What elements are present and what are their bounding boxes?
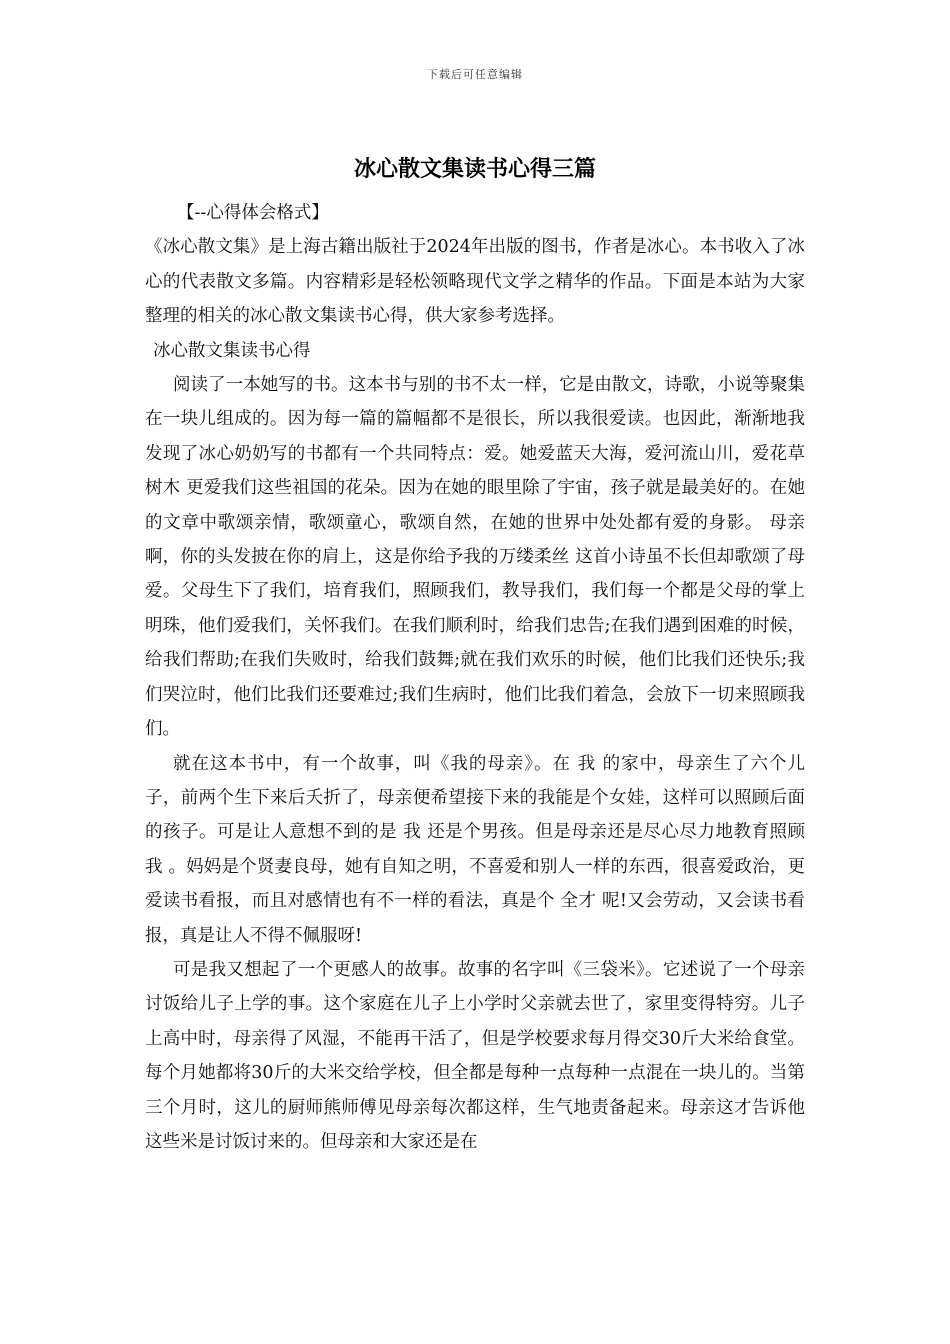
section-heading: 【--心得体会格式】 (177, 203, 329, 223)
body-paragraph-2: 就在这本书中，有一个故事，叫《我的母亲》。在 我 的家中，母亲生了六个儿子，前两个生下来后夭折了，母亲便希望接下来的我能是个女娃，这样可以照顾后面的孩子。可是让人意想不到的是 我 还是个男孩。但是母亲还是尽心尽力地教育照顾 我 。妈妈是个贤妻良母，她有自知之明，不喜爱和别人一样的东西，很喜爱政治，更爱读书看报，而且对感情也有不一样的看法，真是个 全才 呢!又会劳动，又会读书看报，真是让人不得不佩服呀! (145, 753, 805, 946)
article-subheading: 冰心散文集读书心得 (153, 340, 311, 361)
document-title: 冰心散文集读书心得三篇 (353, 156, 596, 182)
body-paragraph-1: 阅读了一本她写的书。这本书与别的书不太一样，它是由散文，诗歌，小说等聚集在一块儿组成的。因为每一篇的篇幅都不是很长，所以我很爱读。也因此，渐渐地我发现了冰心奶奶写的书都有一个共同特点：爱。她爱蓝天大海，爱河流山川，爱花草树木 更爱我们这些祖国的花朵。因为在她的眼里除了宇宙，孩子就是最美好的。在她的文章中歌颂亲情，歌颂童心，歌颂自然，在她的世界中处处都有爱的身影。 母亲啊，你的头发披在你的肩上，这是你给予我的万缕柔丝 这首小诗虽不长但却歌颂了母爱。父母生下了我们，培育我们，照顾我们，教导我们，我们每一个都是父母的掌上明珠，他们爱我们，关怀我们。在我们顺利时，给我们忠告;在我们遇到困难的时候，给我们帮助;在我们失败时，给我们鼓舞;就在我们欢乐的时候，他们比我们还快乐;我们哭泣时，他们比我们还要难过;我们生病时，他们比我们着急，会放下一切来照顾我们。 (145, 375, 805, 740)
body-paragraph-3: 可是我又想起了一个更感人的故事。故事的名字叫《三袋米》。它述说了一个母亲讨饭给儿子上学的事。这个家庭在儿子上小学时父亲就去世了，家里变得特穷。儿子上高中时，母亲得了风湿，不能再干活了，但是学校要求每月得交30斤大米给食堂。每个月她都将30斤的大米交给学校，但全都是每种一点每种一点混在一块儿的。当第三个月时，这儿的厨师熊师傅见母亲每次都这样，生气地责备起来。母亲这才告诉他这些米是讨饭讨来的。但母亲和大家还是在 (145, 959, 805, 1152)
header-note: 下载后可任意编辑 (427, 68, 523, 81)
intro-paragraph: 《冰心散文集》是上海古籍出版社于2024年出版的图书，作者是冰心。本书收入了冰心的代表散文多篇。内容精彩是轻松领略现代文学之精华的作品。下面是本站为大家整理的相关的冰心散文集读书心得，供大家参考选择。 (145, 237, 805, 327)
document-body (145, 196, 805, 1159)
